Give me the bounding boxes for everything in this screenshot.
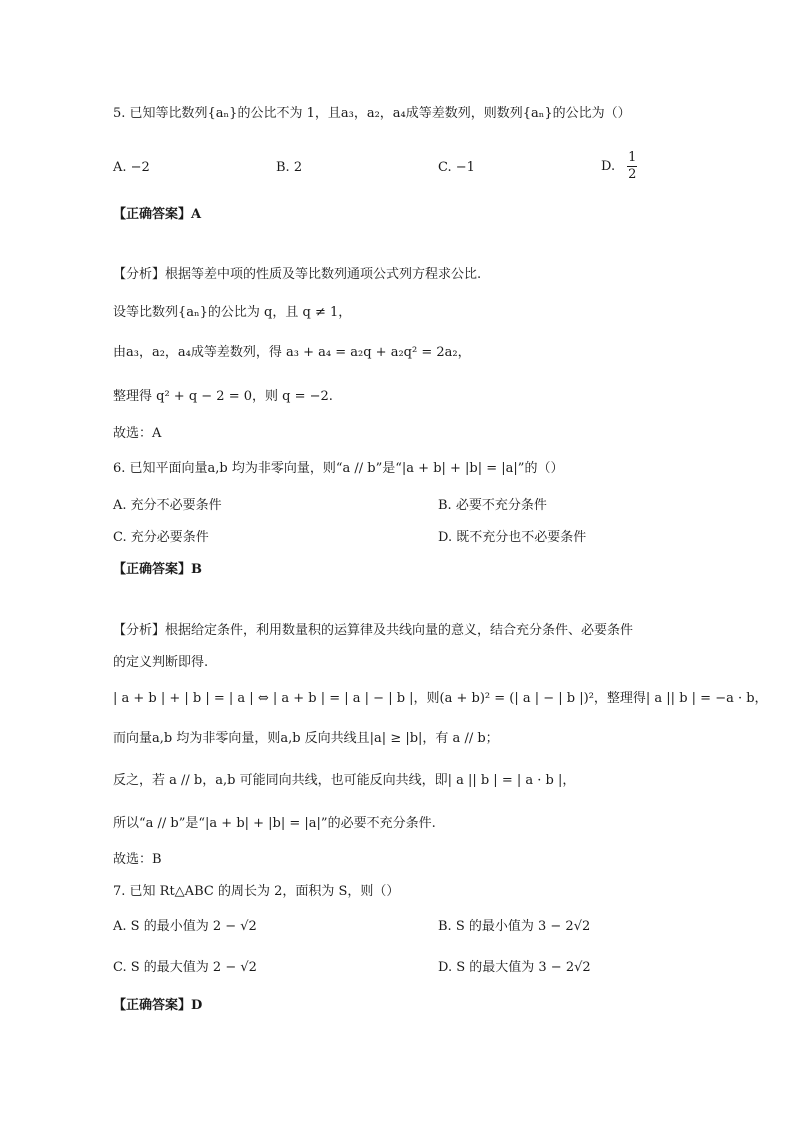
q7-option-d: D. S 的最大值为 3 − 2√2: [438, 960, 591, 975]
q5-option-a: A. −2: [113, 160, 150, 175]
q6-answer: 【正确答案】B: [113, 562, 202, 577]
q7-option-a: A. S 的最小值为 2 − √2: [113, 919, 257, 934]
q5-analysis-2: 设等比数列{aₙ}的公比为 q，且 q ≠ 1，: [113, 305, 352, 320]
q5-option-d-denominator: 2: [628, 167, 637, 182]
q7-answer: 【正确答案】D: [113, 998, 203, 1013]
q5-choice: 故选：A: [113, 426, 162, 441]
q5-option-d-label: D.: [601, 159, 616, 174]
q5-answer: 【正确答案】A: [113, 207, 202, 222]
q6-choice: 故选：B: [113, 852, 162, 867]
q5-option-b: B. 2: [276, 160, 303, 175]
q7-option-c: C. S 的最大值为 2 − √2: [113, 960, 257, 975]
q6-analysis-5: 所以“a // b”是“|a + b| + |b| = |a|”的必要不充分条件.: [113, 816, 436, 831]
q6-analysis-2: | a + b | + | b | = | a | ⇔ | a + b | = | a | − | b |，则(a + b)² = (| a | − | b |)²，整理得| a || b | = −a · b，: [113, 691, 768, 706]
q6-option-d: D. 既不充分也不必要条件: [438, 530, 587, 545]
q5-option-d-numerator: 1: [628, 150, 637, 165]
q5-analysis-3: 由a₃，a₂，a₄成等差数列，得 a₃ + a₄ = a₂q + a₂q² = 2a₂，: [113, 345, 471, 360]
q6-analysis-1: 【分析】根据给定条件，利用数量积的运算律及共线向量的意义，结合充分条件、必要条件: [113, 623, 634, 638]
q5-stem: 5. 已知等比数列{aₙ}的公比不为 1，且a₃，a₂，a₄成等差数列，则数列{aₙ}的公比为（）: [113, 106, 631, 121]
q5-analysis-1: 【分析】根据等差中项的性质及等比数列通项公式列方程求公比.: [113, 267, 482, 282]
q5-option-d-fraction: [627, 150, 637, 183]
q7-stem: 7. 已知 Rt△ABC 的周长为 2，面积为 S，则（）: [113, 884, 400, 899]
q5-option-d: [601, 150, 637, 183]
q6-option-b: B. 必要不充分条件: [438, 498, 547, 513]
q7-option-b: B. S 的最小值为 3 − 2√2: [438, 919, 591, 934]
q6-stem: 6. 已知平面向量a,b 均为非零向量，则“a // b”是“|a + b| + |b| = |a|”的（）: [113, 461, 564, 476]
q5-option-c: C. −1: [438, 160, 475, 175]
q6-option-c: C. 充分必要条件: [113, 530, 209, 545]
q6-analysis-3: 而向量a,b 均为非零向量，则a,b 反向共线且|a| ≥ |b|，有 a // b；: [113, 731, 499, 746]
q6-analysis-1b: 的定义判断即得.: [113, 655, 209, 670]
q6-option-a: A. 充分不必要条件: [113, 498, 222, 513]
q6-analysis-4: 反之，若 a // b，a,b 可能同向共线，也可能反向共线，即| a || b | = | a · b |，: [113, 773, 576, 788]
q5-analysis-4: 整理得 q² + q − 2 = 0，则 q = −2.: [113, 389, 333, 404]
